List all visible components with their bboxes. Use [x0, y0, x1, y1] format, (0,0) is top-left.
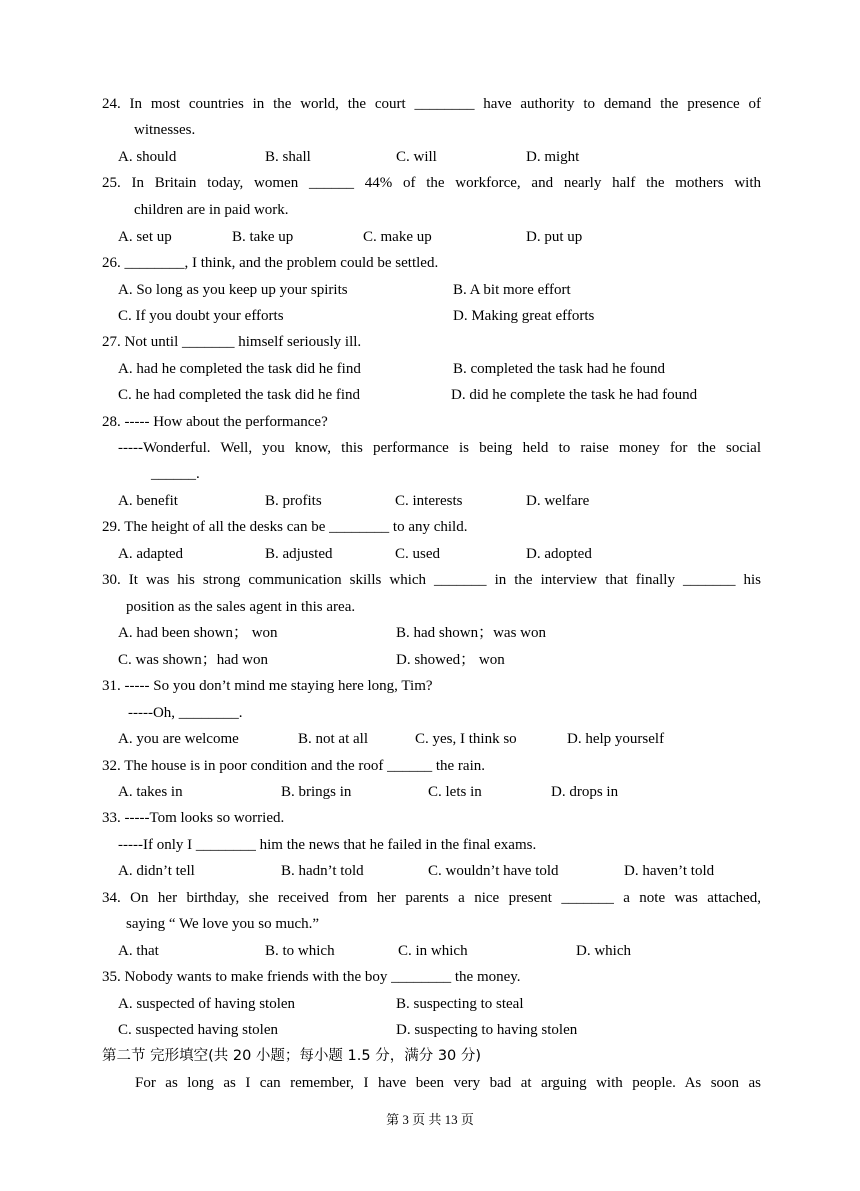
question-30-stem-cont: position as the sales agent in this area.	[126, 599, 356, 615]
q28-option-b[interactable]: B. profits	[265, 493, 322, 509]
q29-option-a[interactable]: A. adapted	[118, 546, 183, 562]
question-28-reply-cont: ______.	[151, 466, 200, 482]
q33-option-d[interactable]: D. haven’t told	[624, 863, 715, 879]
question-32-stem: 32. The house is in poor condition and the roof ______ the rain.	[102, 758, 485, 774]
question-31-stem: 31. ----- So you don’t mind me staying here long, Tim?	[102, 678, 433, 694]
q32-option-a[interactable]: A. takes in	[118, 784, 183, 800]
q26-option-c[interactable]: C. If you doubt your efforts	[118, 308, 284, 324]
q35-option-b[interactable]: B. suspecting to steal	[396, 996, 524, 1012]
q31-option-c[interactable]: C. yes, I think so	[415, 731, 517, 747]
q34-option-d[interactable]: D. which	[576, 943, 631, 959]
q24-option-a[interactable]: A. should	[118, 149, 177, 165]
question-34-stem: 34. On her birthday, she received from her parents a nice present _______ a note was attached,	[102, 890, 761, 906]
q27-option-a[interactable]: A. had he completed the task did he find	[118, 361, 361, 377]
passage-first-line: For as long as I can remember, I have been very bad at arguing with people. As soon as	[135, 1075, 761, 1091]
question-25-stem: 25. In Britain today, women ______ 44% of the workforce, and nearly half the mothers with	[102, 175, 761, 191]
q28-option-c[interactable]: C. interests	[395, 493, 463, 509]
q34-option-b[interactable]: B. to which	[265, 943, 335, 959]
q28-option-d[interactable]: D. welfare	[526, 493, 590, 509]
q35-option-c[interactable]: C. suspected having stolen	[118, 1022, 278, 1038]
q25-option-b[interactable]: B. take up	[232, 229, 294, 245]
question-24-stem-cont: witnesses.	[134, 122, 196, 138]
q32-option-c[interactable]: C. lets in	[428, 784, 482, 800]
q30-option-c[interactable]: C. was shown；had won	[118, 652, 268, 668]
q26-option-b[interactable]: B. A bit more effort	[453, 282, 571, 298]
q27-option-b[interactable]: B. completed the task had he found	[453, 361, 666, 377]
q29-option-b[interactable]: B. adjusted	[265, 546, 333, 562]
q26-option-a[interactable]: A. So long as you keep up your spirits	[118, 282, 348, 298]
q30-option-a[interactable]: A. had been shown； won	[118, 625, 278, 641]
q32-option-b[interactable]: B. brings in	[281, 784, 352, 800]
q26-option-d[interactable]: D. Making great efforts	[453, 308, 595, 324]
page-footer: 第 3 页 共 13 页	[386, 1112, 474, 1127]
q34-option-a[interactable]: A. that	[118, 943, 159, 959]
question-26-stem: 26. ________, I think, and the problem could be settled.	[102, 255, 439, 271]
q35-option-d[interactable]: D. suspecting to having stolen	[396, 1022, 578, 1038]
section-heading: 第二节 完形填空(共 20 小题；每小题 1.5 分，满分 30 分)	[102, 1048, 482, 1064]
q29-option-c[interactable]: C. used	[395, 546, 440, 562]
question-28-reply: -----Wonderful. Well, you know, this performance is being held to raise money for the social	[118, 440, 761, 456]
question-33-stem: 33. -----Tom looks so worried.	[102, 810, 285, 826]
q24-option-b[interactable]: B. shall	[265, 149, 311, 165]
q28-option-a[interactable]: A. benefit	[118, 493, 178, 509]
question-30-stem: 30. It was his strong communication skills which _______ in the interview that finally _______ his	[102, 572, 761, 588]
q35-option-a[interactable]: A. suspected of having stolen	[118, 996, 296, 1012]
q34-option-c[interactable]: C. in which	[398, 943, 468, 959]
question-31-reply: -----Oh, ________.	[128, 705, 243, 721]
question-24-stem: 24. In most countries in the world, the court ________ have authority to demand the presence of	[102, 96, 761, 112]
q24-option-c[interactable]: C. will	[396, 149, 437, 165]
question-27-stem: 27. Not until _______ himself seriously ill.	[102, 334, 362, 350]
q27-option-d[interactable]: D. did he complete the task he had found	[451, 387, 698, 403]
q30-option-d[interactable]: D. showed； won	[396, 652, 505, 668]
question-25-stem-cont: children are in paid work.	[134, 202, 289, 218]
question-34-stem-cont: saying “ We love you so much.”	[126, 916, 320, 932]
q31-option-b[interactable]: B. not at all	[298, 731, 368, 747]
question-29-stem: 29. The height of all the desks can be ________ to any child.	[102, 519, 468, 535]
question-35-stem: 35. Nobody wants to make friends with the boy ________ the money.	[102, 969, 521, 985]
q25-option-d[interactable]: D. put up	[526, 229, 583, 245]
q33-option-a[interactable]: A. didn’t tell	[118, 863, 195, 879]
q25-option-a[interactable]: A. set up	[118, 229, 172, 245]
question-33-reply: -----If only I ________ him the news that he failed in the final exams.	[118, 837, 537, 853]
q31-option-a[interactable]: A. you are welcome	[118, 731, 239, 747]
q31-option-d[interactable]: D. help yourself	[567, 731, 665, 747]
q27-option-c[interactable]: C. he had completed the task did he find	[118, 387, 361, 403]
q33-option-c[interactable]: C. wouldn’t have told	[428, 863, 559, 879]
q29-option-d[interactable]: D. adopted	[526, 546, 592, 562]
q24-option-d[interactable]: D. might	[526, 149, 580, 165]
question-28-stem: 28. ----- How about the performance?	[102, 414, 328, 430]
q33-option-b[interactable]: B. hadn’t told	[281, 863, 364, 879]
q30-option-b[interactable]: B. had shown；was won	[396, 625, 546, 641]
q25-option-c[interactable]: C. make up	[363, 229, 432, 245]
q32-option-d[interactable]: D. drops in	[551, 784, 619, 800]
